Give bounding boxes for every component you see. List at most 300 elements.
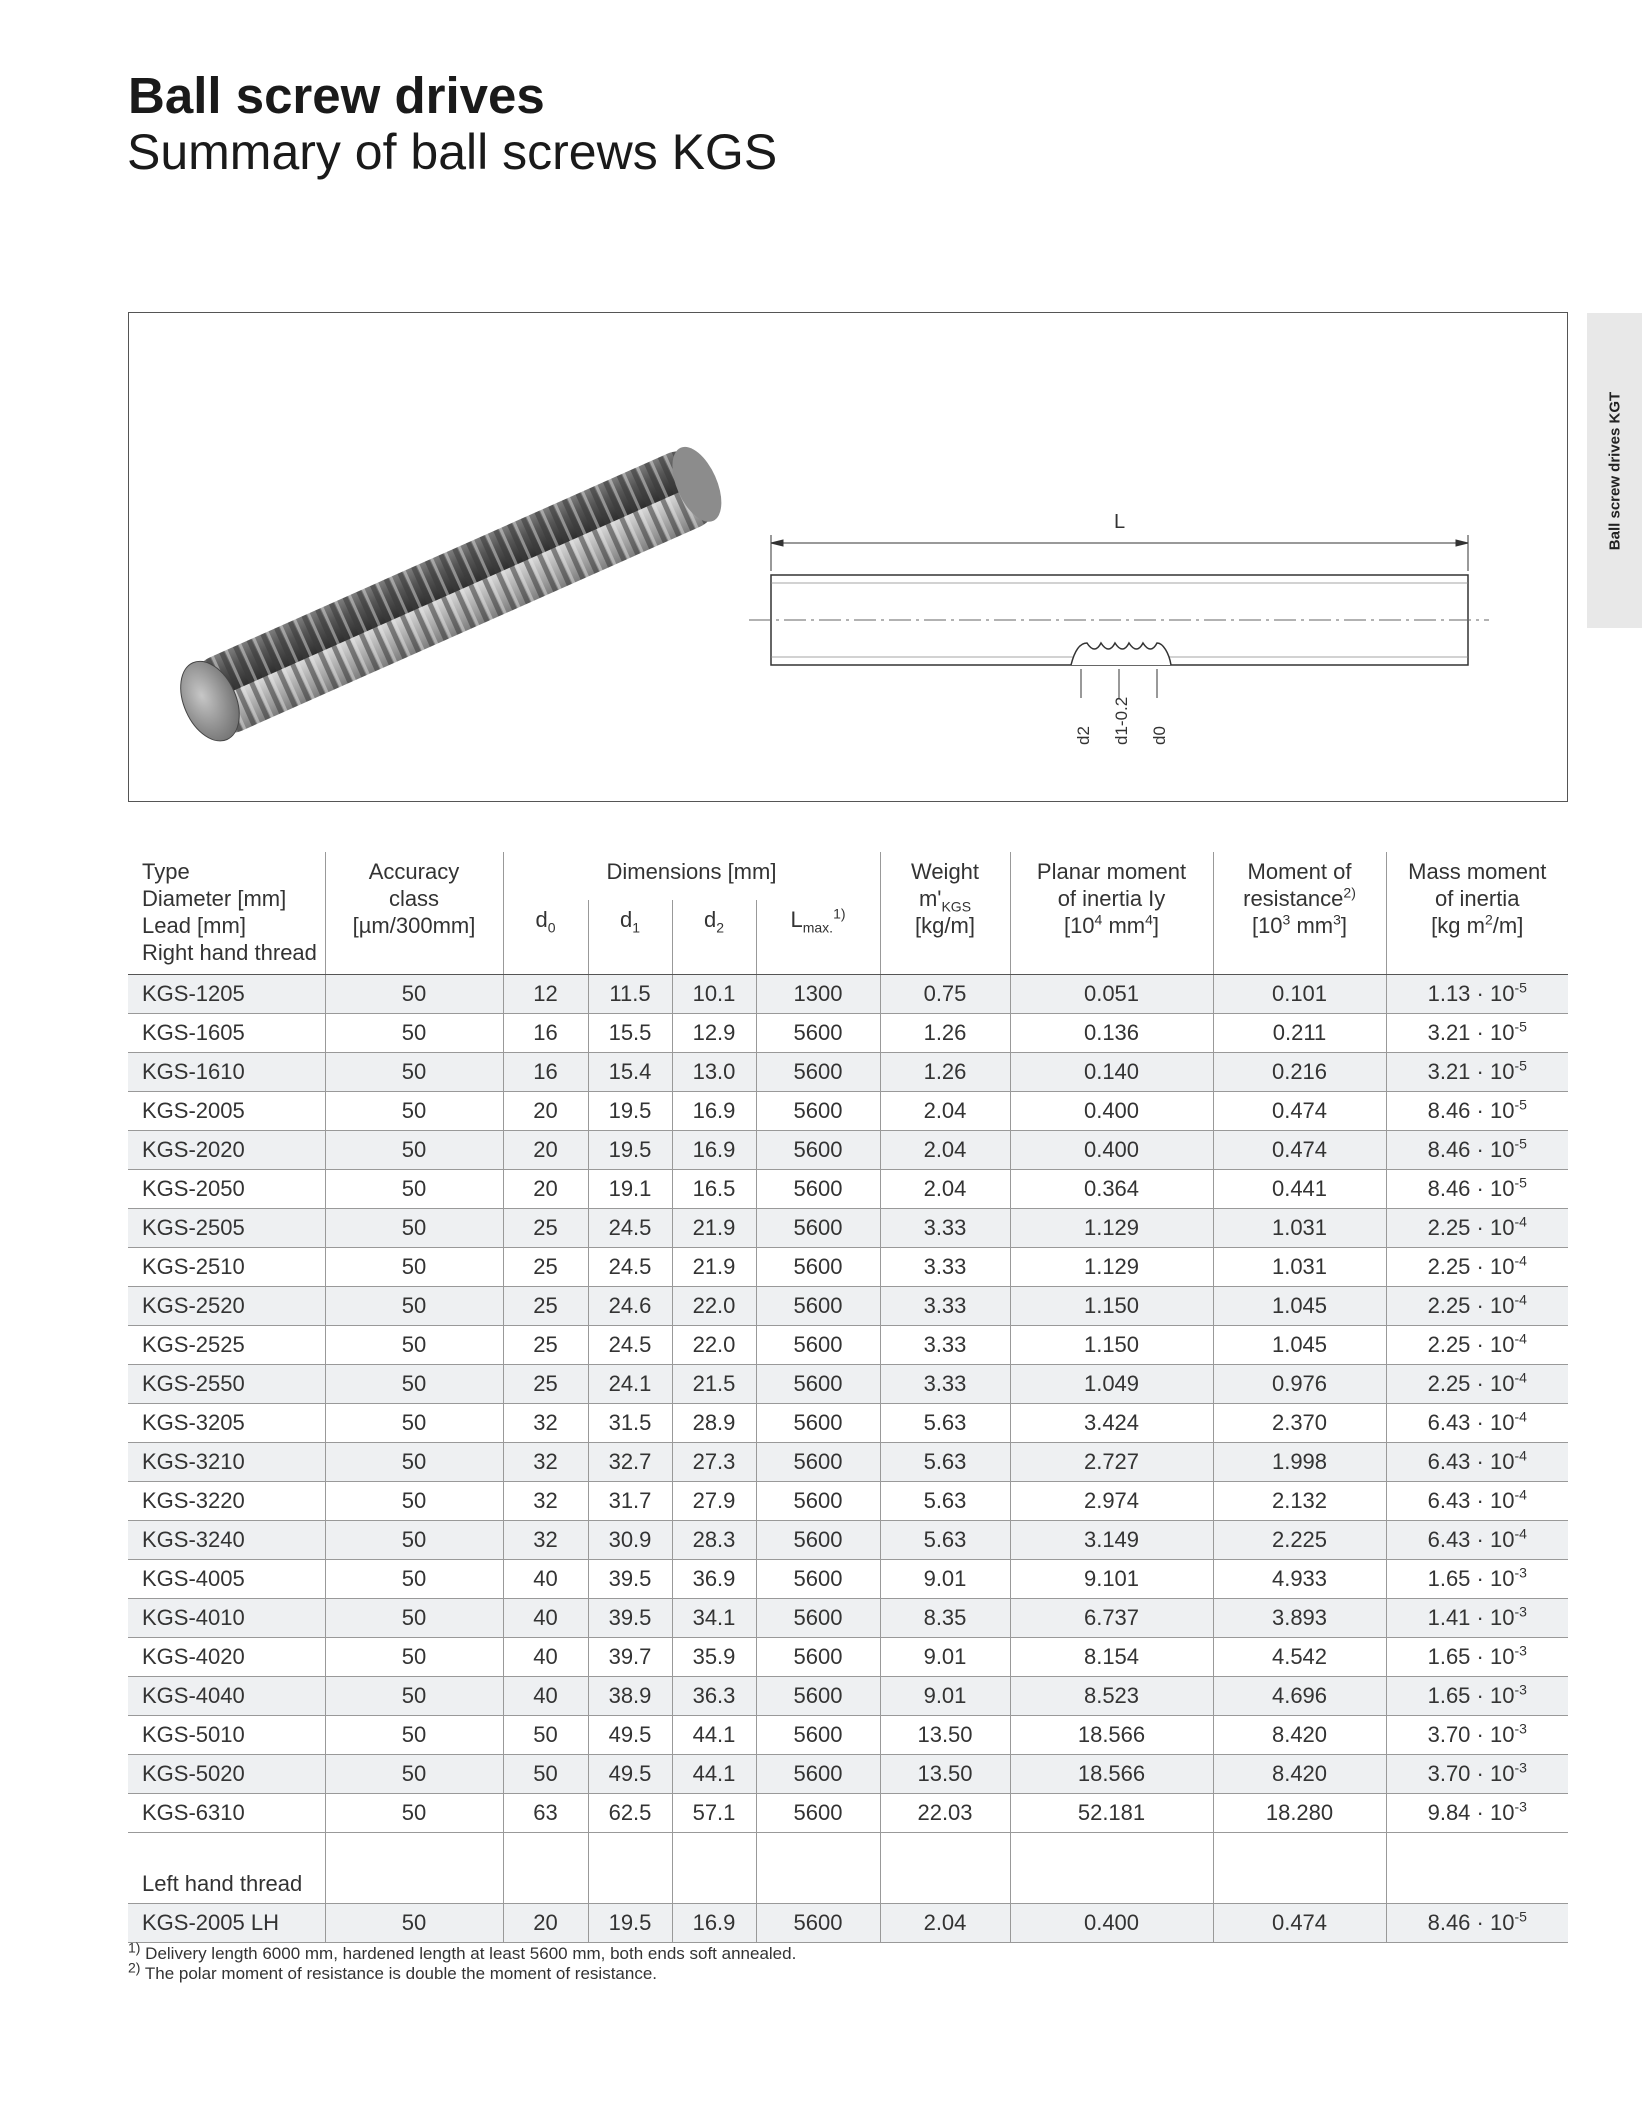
cell-d2: 35.9 bbox=[672, 1638, 756, 1677]
cell-type: KGS-2005 LH bbox=[128, 1904, 325, 1943]
header-d2-sub: 2 bbox=[716, 919, 725, 936]
cell-iy: 0.140 bbox=[1010, 1053, 1213, 1092]
header-weight-sub: KGS bbox=[941, 898, 972, 915]
footnote-2-text: The polar moment of resistance is double the moment of resistance. bbox=[140, 1964, 658, 1983]
cell-type: KGS-2525 bbox=[128, 1326, 325, 1365]
cell-weight: 3.33 bbox=[880, 1326, 1010, 1365]
cell-iy: 2.727 bbox=[1010, 1443, 1213, 1482]
cell-d0: 25 bbox=[503, 1248, 588, 1287]
cell-weight: 1.26 bbox=[880, 1053, 1010, 1092]
side-tab bbox=[1587, 313, 1642, 628]
page-subtitle: Summary of ball screws KGS bbox=[127, 124, 778, 180]
cell-weight: 2.04 bbox=[880, 1131, 1010, 1170]
cell-w: 4.933 bbox=[1213, 1560, 1386, 1599]
header-type-line2: Diameter [mm] bbox=[142, 886, 287, 911]
table-row bbox=[128, 1209, 1568, 1248]
empty-cell bbox=[503, 1833, 588, 1904]
cell-lmax: 5600 bbox=[756, 1209, 880, 1248]
header-planar-sup2: 4 bbox=[1145, 911, 1153, 928]
cell-iy: 0.400 bbox=[1010, 1904, 1213, 1943]
cell-d0: 32 bbox=[503, 1521, 588, 1560]
cell-type: KGS-2020 bbox=[128, 1131, 325, 1170]
cell-w: 1.031 bbox=[1213, 1248, 1386, 1287]
cell-acc: 50 bbox=[325, 1716, 503, 1755]
cell-lmax: 5600 bbox=[756, 1014, 880, 1053]
header-planar-unit-b: mm bbox=[1102, 913, 1146, 938]
header-resist-unit-a: [10 bbox=[1251, 913, 1283, 938]
cell-iy: 18.566 bbox=[1010, 1755, 1213, 1794]
cell-d0: 50 bbox=[503, 1755, 588, 1794]
cell-d2: 22.0 bbox=[672, 1287, 756, 1326]
cell-iy: 1.049 bbox=[1010, 1365, 1213, 1404]
header-resist-line3 bbox=[1218, 912, 1382, 939]
cell-mass-moment-base: 8.46 · 10 bbox=[1427, 1137, 1515, 1162]
header-resist-word: resistance bbox=[1243, 886, 1344, 911]
cell-w: 1.998 bbox=[1213, 1443, 1386, 1482]
header-lmax-symbol: L bbox=[790, 907, 803, 932]
cell-mass-moment-base: 3.21 · 10 bbox=[1427, 1020, 1515, 1045]
header-lmax-sub: max. bbox=[802, 919, 834, 936]
cell-w: 4.696 bbox=[1213, 1677, 1386, 1716]
cell-d0: 12 bbox=[503, 975, 588, 1014]
header-resist-sup2: 3 bbox=[1333, 911, 1341, 928]
header-mass-line2: of inertia bbox=[1435, 886, 1520, 911]
dim-d2-label: d2 bbox=[1074, 726, 1093, 745]
cell-d0: 40 bbox=[503, 1677, 588, 1716]
dimension-drawing bbox=[749, 535, 1489, 698]
cell-w: 2.132 bbox=[1213, 1482, 1386, 1521]
left-hand-label: Left hand thread bbox=[128, 1833, 325, 1904]
cell-weight: 3.33 bbox=[880, 1248, 1010, 1287]
cell-mass-moment bbox=[1386, 1014, 1568, 1053]
empty-cell bbox=[1010, 1833, 1213, 1904]
cell-type: KGS-3240 bbox=[128, 1521, 325, 1560]
cell-type: KGS-2050 bbox=[128, 1170, 325, 1209]
cell-mass-moment-base: 1.13 · 10 bbox=[1427, 981, 1515, 1006]
product-figure bbox=[128, 312, 1568, 802]
empty-cell bbox=[672, 1833, 756, 1904]
table-row bbox=[128, 1404, 1568, 1443]
cell-d1: 38.9 bbox=[588, 1677, 672, 1716]
cell-d2: 16.9 bbox=[672, 1131, 756, 1170]
cell-iy: 8.154 bbox=[1010, 1638, 1213, 1677]
cell-d2: 12.9 bbox=[672, 1014, 756, 1053]
header-weight-line1: Weight bbox=[910, 859, 980, 884]
table-row bbox=[128, 1560, 1568, 1599]
header-mass-unit-b: /m] bbox=[1492, 913, 1524, 938]
empty-cell bbox=[588, 1833, 672, 1904]
cell-d0: 25 bbox=[503, 1326, 588, 1365]
table-body bbox=[128, 975, 1568, 1943]
cell-lmax: 5600 bbox=[756, 1794, 880, 1833]
cell-d2: 21.9 bbox=[672, 1248, 756, 1287]
cell-iy: 0.400 bbox=[1010, 1131, 1213, 1170]
cell-acc: 50 bbox=[325, 1443, 503, 1482]
cell-w: 0.211 bbox=[1213, 1014, 1386, 1053]
cell-weight: 2.04 bbox=[880, 1904, 1010, 1943]
cell-d0: 20 bbox=[503, 1092, 588, 1131]
cell-lmax: 5600 bbox=[756, 1131, 880, 1170]
cell-d0: 63 bbox=[503, 1794, 588, 1833]
cell-weight: 13.50 bbox=[880, 1716, 1010, 1755]
table-row bbox=[128, 1014, 1568, 1053]
cell-d1: 31.5 bbox=[588, 1404, 672, 1443]
cell-mass-moment bbox=[1386, 1326, 1568, 1365]
cell-acc: 50 bbox=[325, 1365, 503, 1404]
cell-d0: 16 bbox=[503, 1053, 588, 1092]
cell-w: 1.031 bbox=[1213, 1209, 1386, 1248]
footnote-1-mark: 1) bbox=[128, 1939, 141, 1956]
cell-type: KGS-3210 bbox=[128, 1443, 325, 1482]
cell-d0: 25 bbox=[503, 1209, 588, 1248]
header-mass-sup: 2 bbox=[1484, 911, 1493, 928]
cell-acc: 50 bbox=[325, 1794, 503, 1833]
cell-mass-moment-exponent: -3 bbox=[1514, 1642, 1527, 1659]
cell-iy: 1.129 bbox=[1010, 1248, 1213, 1287]
header-resist-sup1: 3 bbox=[1282, 911, 1291, 928]
cell-lmax: 5600 bbox=[756, 1170, 880, 1209]
cell-lmax: 5600 bbox=[756, 1443, 880, 1482]
cell-d1: 39.7 bbox=[588, 1638, 672, 1677]
cell-mass-moment bbox=[1386, 1599, 1568, 1638]
cell-w: 0.101 bbox=[1213, 975, 1386, 1014]
table-row bbox=[128, 1443, 1568, 1482]
table-row bbox=[128, 1248, 1568, 1287]
cell-type: KGS-4005 bbox=[128, 1560, 325, 1599]
cell-w: 0.474 bbox=[1213, 1904, 1386, 1943]
cell-w: 18.280 bbox=[1213, 1794, 1386, 1833]
cell-mass-moment-base: 1.65 · 10 bbox=[1427, 1566, 1515, 1591]
cell-mass-moment-exponent: -3 bbox=[1514, 1798, 1527, 1815]
cell-mass-moment bbox=[1386, 1131, 1568, 1170]
header-mass-line1: Mass moment bbox=[1408, 859, 1547, 884]
cell-d0: 50 bbox=[503, 1716, 588, 1755]
cell-type: KGS-5020 bbox=[128, 1755, 325, 1794]
header-accuracy-line1: Accuracy bbox=[368, 859, 460, 884]
cell-mass-moment-exponent: -5 bbox=[1514, 1018, 1527, 1035]
header-mass-unit-a: [kg m bbox=[1431, 913, 1485, 938]
cell-weight: 5.63 bbox=[880, 1404, 1010, 1443]
cell-type: KGS-2505 bbox=[128, 1209, 325, 1248]
cell-acc: 50 bbox=[325, 1599, 503, 1638]
table-row bbox=[128, 975, 1568, 1014]
cell-weight: 3.33 bbox=[880, 1365, 1010, 1404]
cell-mass-moment-base: 3.21 · 10 bbox=[1427, 1059, 1515, 1084]
cell-mass-moment bbox=[1386, 1092, 1568, 1131]
header-lmax-sup: 1) bbox=[833, 905, 846, 922]
cell-mass-moment-base: 6.43 · 10 bbox=[1427, 1410, 1515, 1435]
header-planar-line2: of inertia Iy bbox=[1057, 886, 1166, 911]
cell-mass-moment-base: 8.46 · 10 bbox=[1427, 1910, 1515, 1935]
cell-lmax: 5600 bbox=[756, 1053, 880, 1092]
table-row bbox=[128, 1170, 1568, 1209]
cell-mass-moment bbox=[1386, 1443, 1568, 1482]
cell-weight: 5.63 bbox=[880, 1482, 1010, 1521]
cell-mass-moment-base: 3.70 · 10 bbox=[1427, 1722, 1515, 1747]
cell-acc: 50 bbox=[325, 1638, 503, 1677]
cell-type: KGS-4040 bbox=[128, 1677, 325, 1716]
cell-mass-moment bbox=[1386, 1716, 1568, 1755]
cell-d2: 21.9 bbox=[672, 1209, 756, 1248]
header-accuracy-line2: class bbox=[388, 886, 440, 911]
cell-acc: 50 bbox=[325, 1053, 503, 1092]
cell-mass-moment bbox=[1386, 1755, 1568, 1794]
cell-mass-moment bbox=[1386, 1638, 1568, 1677]
cell-mass-moment bbox=[1386, 1521, 1568, 1560]
cell-iy: 6.737 bbox=[1010, 1599, 1213, 1638]
cell-acc: 50 bbox=[325, 1755, 503, 1794]
cell-weight: 13.50 bbox=[880, 1755, 1010, 1794]
table-header-row bbox=[128, 852, 1568, 900]
cell-mass-moment-exponent: -4 bbox=[1514, 1408, 1527, 1425]
cell-d1: 39.5 bbox=[588, 1599, 672, 1638]
header-mass-moment bbox=[1386, 852, 1568, 975]
cell-acc: 50 bbox=[325, 1170, 503, 1209]
cell-d1: 19.1 bbox=[588, 1170, 672, 1209]
empty-cell bbox=[1213, 1833, 1386, 1904]
cell-w: 3.893 bbox=[1213, 1599, 1386, 1638]
cell-mass-moment bbox=[1386, 1404, 1568, 1443]
cell-d0: 20 bbox=[503, 1904, 588, 1943]
cell-mass-moment bbox=[1386, 1365, 1568, 1404]
cell-mass-moment-base: 1.41 · 10 bbox=[1427, 1605, 1515, 1630]
cell-type: KGS-6310 bbox=[128, 1794, 325, 1833]
header-resist-line2 bbox=[1218, 885, 1382, 912]
footnote-1-text: Delivery length 6000 mm, hardened length at least 5600 mm, both ends soft annealed. bbox=[140, 1944, 797, 1963]
cell-lmax: 5600 bbox=[756, 1677, 880, 1716]
table-row bbox=[128, 1365, 1568, 1404]
cell-acc: 50 bbox=[325, 975, 503, 1014]
cell-lmax: 5600 bbox=[756, 1365, 880, 1404]
cell-w: 0.976 bbox=[1213, 1365, 1386, 1404]
cell-mass-moment-base: 8.46 · 10 bbox=[1427, 1176, 1515, 1201]
footnote-2 bbox=[128, 1959, 658, 1984]
cell-type: KGS-3205 bbox=[128, 1404, 325, 1443]
cell-lmax: 5600 bbox=[756, 1404, 880, 1443]
cell-mass-moment-exponent: -4 bbox=[1514, 1291, 1527, 1308]
table-row bbox=[128, 1794, 1568, 1833]
cell-mass-moment-base: 2.25 · 10 bbox=[1427, 1293, 1515, 1318]
cell-weight: 0.75 bbox=[880, 975, 1010, 1014]
cell-mass-moment-exponent: -3 bbox=[1514, 1759, 1527, 1776]
cell-acc: 50 bbox=[325, 1209, 503, 1248]
cell-acc: 50 bbox=[325, 1014, 503, 1053]
header-accuracy-line3: [µm/300mm] bbox=[352, 913, 476, 938]
header-dimensions: Dimensions [mm] bbox=[503, 852, 880, 900]
cell-acc: 50 bbox=[325, 1521, 503, 1560]
empty-cell bbox=[325, 1833, 503, 1904]
header-resist-unit-b: mm bbox=[1290, 913, 1334, 938]
cell-d2: 34.1 bbox=[672, 1599, 756, 1638]
cell-d2: 28.3 bbox=[672, 1521, 756, 1560]
cell-mass-moment-exponent: -3 bbox=[1514, 1603, 1527, 1620]
table-row bbox=[128, 1677, 1568, 1716]
cell-lmax: 5600 bbox=[756, 1599, 880, 1638]
cell-mass-moment-exponent: -4 bbox=[1514, 1447, 1527, 1464]
cell-d0: 32 bbox=[503, 1482, 588, 1521]
footnote-2-mark: 2) bbox=[128, 1959, 141, 1976]
cell-iy: 1.150 bbox=[1010, 1287, 1213, 1326]
cell-iy: 3.149 bbox=[1010, 1521, 1213, 1560]
cell-w: 0.216 bbox=[1213, 1053, 1386, 1092]
cell-acc: 50 bbox=[325, 1326, 503, 1365]
dim-d0-label: d0 bbox=[1150, 726, 1169, 745]
cell-type: KGS-3220 bbox=[128, 1482, 325, 1521]
cell-d0: 32 bbox=[503, 1404, 588, 1443]
cell-mass-moment-base: 6.43 · 10 bbox=[1427, 1449, 1515, 1474]
cell-d1: 62.5 bbox=[588, 1794, 672, 1833]
table-row bbox=[128, 1053, 1568, 1092]
cell-weight: 22.03 bbox=[880, 1794, 1010, 1833]
cell-mass-moment-exponent: -5 bbox=[1514, 1135, 1527, 1152]
header-planar-line3 bbox=[1015, 912, 1209, 939]
cell-weight: 9.01 bbox=[880, 1560, 1010, 1599]
cell-w: 0.474 bbox=[1213, 1131, 1386, 1170]
cell-mass-moment-base: 2.25 · 10 bbox=[1427, 1254, 1515, 1279]
cell-mass-moment bbox=[1386, 1794, 1568, 1833]
header-weight bbox=[880, 852, 1010, 975]
cell-acc: 50 bbox=[325, 1248, 503, 1287]
table-row bbox=[128, 1482, 1568, 1521]
table-row bbox=[128, 1287, 1568, 1326]
header-lmax bbox=[756, 900, 880, 975]
cell-mass-moment bbox=[1386, 1482, 1568, 1521]
cell-d0: 25 bbox=[503, 1287, 588, 1326]
cell-d1: 24.1 bbox=[588, 1365, 672, 1404]
dim-d1-label: d1-0.2 bbox=[1112, 696, 1131, 745]
cell-mass-moment-exponent: -5 bbox=[1514, 1057, 1527, 1074]
cell-lmax: 5600 bbox=[756, 1904, 880, 1943]
cell-iy: 3.424 bbox=[1010, 1404, 1213, 1443]
header-resist-unit-c: ] bbox=[1340, 913, 1348, 938]
header-type-line1: Type bbox=[142, 859, 190, 884]
cell-weight: 5.63 bbox=[880, 1443, 1010, 1482]
table-row bbox=[128, 1716, 1568, 1755]
cell-d1: 30.9 bbox=[588, 1521, 672, 1560]
cell-mass-moment-exponent: -3 bbox=[1514, 1720, 1527, 1737]
cell-d2: 27.3 bbox=[672, 1443, 756, 1482]
cell-mass-moment-exponent: -3 bbox=[1514, 1564, 1527, 1581]
cell-d1: 24.5 bbox=[588, 1248, 672, 1287]
cell-mass-moment-exponent: -5 bbox=[1514, 979, 1527, 996]
header-planar-unit-a: [10 bbox=[1063, 913, 1095, 938]
cell-d1: 19.5 bbox=[588, 1904, 672, 1943]
cell-d2: 36.3 bbox=[672, 1677, 756, 1716]
cell-type: KGS-4010 bbox=[128, 1599, 325, 1638]
cell-d2: 57.1 bbox=[672, 1794, 756, 1833]
cell-mass-moment-exponent: -4 bbox=[1514, 1486, 1527, 1503]
cell-weight: 2.04 bbox=[880, 1170, 1010, 1209]
cell-d1: 39.5 bbox=[588, 1560, 672, 1599]
header-mass-line3 bbox=[1391, 912, 1565, 939]
cell-d1: 32.7 bbox=[588, 1443, 672, 1482]
cell-w: 4.542 bbox=[1213, 1638, 1386, 1677]
cell-w: 1.045 bbox=[1213, 1287, 1386, 1326]
cell-type: KGS-2510 bbox=[128, 1248, 325, 1287]
table-row bbox=[128, 1521, 1568, 1560]
cell-d1: 49.5 bbox=[588, 1716, 672, 1755]
cell-mass-moment bbox=[1386, 1248, 1568, 1287]
cell-d2: 10.1 bbox=[672, 975, 756, 1014]
cell-iy: 0.051 bbox=[1010, 975, 1213, 1014]
cell-acc: 50 bbox=[325, 1904, 503, 1943]
footnote-1 bbox=[128, 1939, 797, 1964]
table-row bbox=[128, 1092, 1568, 1131]
cell-d0: 40 bbox=[503, 1560, 588, 1599]
cell-lmax: 5600 bbox=[756, 1326, 880, 1365]
cell-lmax: 5600 bbox=[756, 1482, 880, 1521]
cell-mass-moment-base: 2.25 · 10 bbox=[1427, 1215, 1515, 1240]
cell-d2: 16.9 bbox=[672, 1904, 756, 1943]
empty-cell bbox=[1386, 1833, 1568, 1904]
cell-mass-moment bbox=[1386, 1170, 1568, 1209]
cell-d0: 16 bbox=[503, 1014, 588, 1053]
cell-mass-moment-exponent: -5 bbox=[1514, 1174, 1527, 1191]
cell-d1: 31.7 bbox=[588, 1482, 672, 1521]
header-type bbox=[128, 852, 325, 975]
cell-lmax: 5600 bbox=[756, 1248, 880, 1287]
header-d0-symbol: d bbox=[535, 907, 548, 932]
cell-type: KGS-4020 bbox=[128, 1638, 325, 1677]
cell-acc: 50 bbox=[325, 1131, 503, 1170]
cell-mass-moment-exponent: -4 bbox=[1514, 1525, 1527, 1542]
cell-d1: 24.5 bbox=[588, 1326, 672, 1365]
cell-d0: 32 bbox=[503, 1443, 588, 1482]
cell-iy: 18.566 bbox=[1010, 1716, 1213, 1755]
header-planar-line1: Planar moment bbox=[1036, 859, 1187, 884]
header-weight-line3: [kg/m] bbox=[915, 913, 975, 938]
cell-iy: 52.181 bbox=[1010, 1794, 1213, 1833]
header-d1 bbox=[588, 900, 672, 975]
cell-mass-moment-base: 2.25 · 10 bbox=[1427, 1371, 1515, 1396]
cell-type: KGS-2005 bbox=[128, 1092, 325, 1131]
header-d0 bbox=[503, 900, 588, 975]
threaded-rod bbox=[169, 438, 732, 750]
empty-cell bbox=[756, 1833, 880, 1904]
cell-d2: 44.1 bbox=[672, 1755, 756, 1794]
cell-d2: 16.5 bbox=[672, 1170, 756, 1209]
cell-mass-moment bbox=[1386, 1209, 1568, 1248]
cell-d1: 19.5 bbox=[588, 1092, 672, 1131]
table-row bbox=[128, 1599, 1568, 1638]
cell-d1: 15.5 bbox=[588, 1014, 672, 1053]
cell-d2: 13.0 bbox=[672, 1053, 756, 1092]
cell-weight: 3.33 bbox=[880, 1287, 1010, 1326]
cell-mass-moment-base: 1.65 · 10 bbox=[1427, 1683, 1515, 1708]
cell-acc: 50 bbox=[325, 1092, 503, 1131]
cell-mass-moment bbox=[1386, 1287, 1568, 1326]
table-row bbox=[128, 1131, 1568, 1170]
cell-d0: 20 bbox=[503, 1170, 588, 1209]
cell-mass-moment-exponent: -4 bbox=[1514, 1213, 1527, 1230]
page-title: Ball screw drives bbox=[128, 67, 545, 124]
cell-d2: 22.0 bbox=[672, 1326, 756, 1365]
table-row bbox=[128, 1326, 1568, 1365]
header-d0-sub: 0 bbox=[547, 919, 556, 936]
cell-type: KGS-1610 bbox=[128, 1053, 325, 1092]
ball-screw-table bbox=[128, 852, 1568, 1943]
table-row bbox=[128, 1904, 1568, 1943]
cell-d2: 21.5 bbox=[672, 1365, 756, 1404]
cell-iy: 2.974 bbox=[1010, 1482, 1213, 1521]
header-resist-line1: Moment of bbox=[1247, 859, 1352, 884]
cell-mass-moment-base: 9.84 · 10 bbox=[1427, 1800, 1515, 1825]
cell-d2: 28.9 bbox=[672, 1404, 756, 1443]
cell-d1: 24.5 bbox=[588, 1209, 672, 1248]
ball-screw-illustration bbox=[129, 313, 1569, 803]
header-type-line4: Right hand thread bbox=[142, 940, 317, 965]
cell-d2: 36.9 bbox=[672, 1560, 756, 1599]
